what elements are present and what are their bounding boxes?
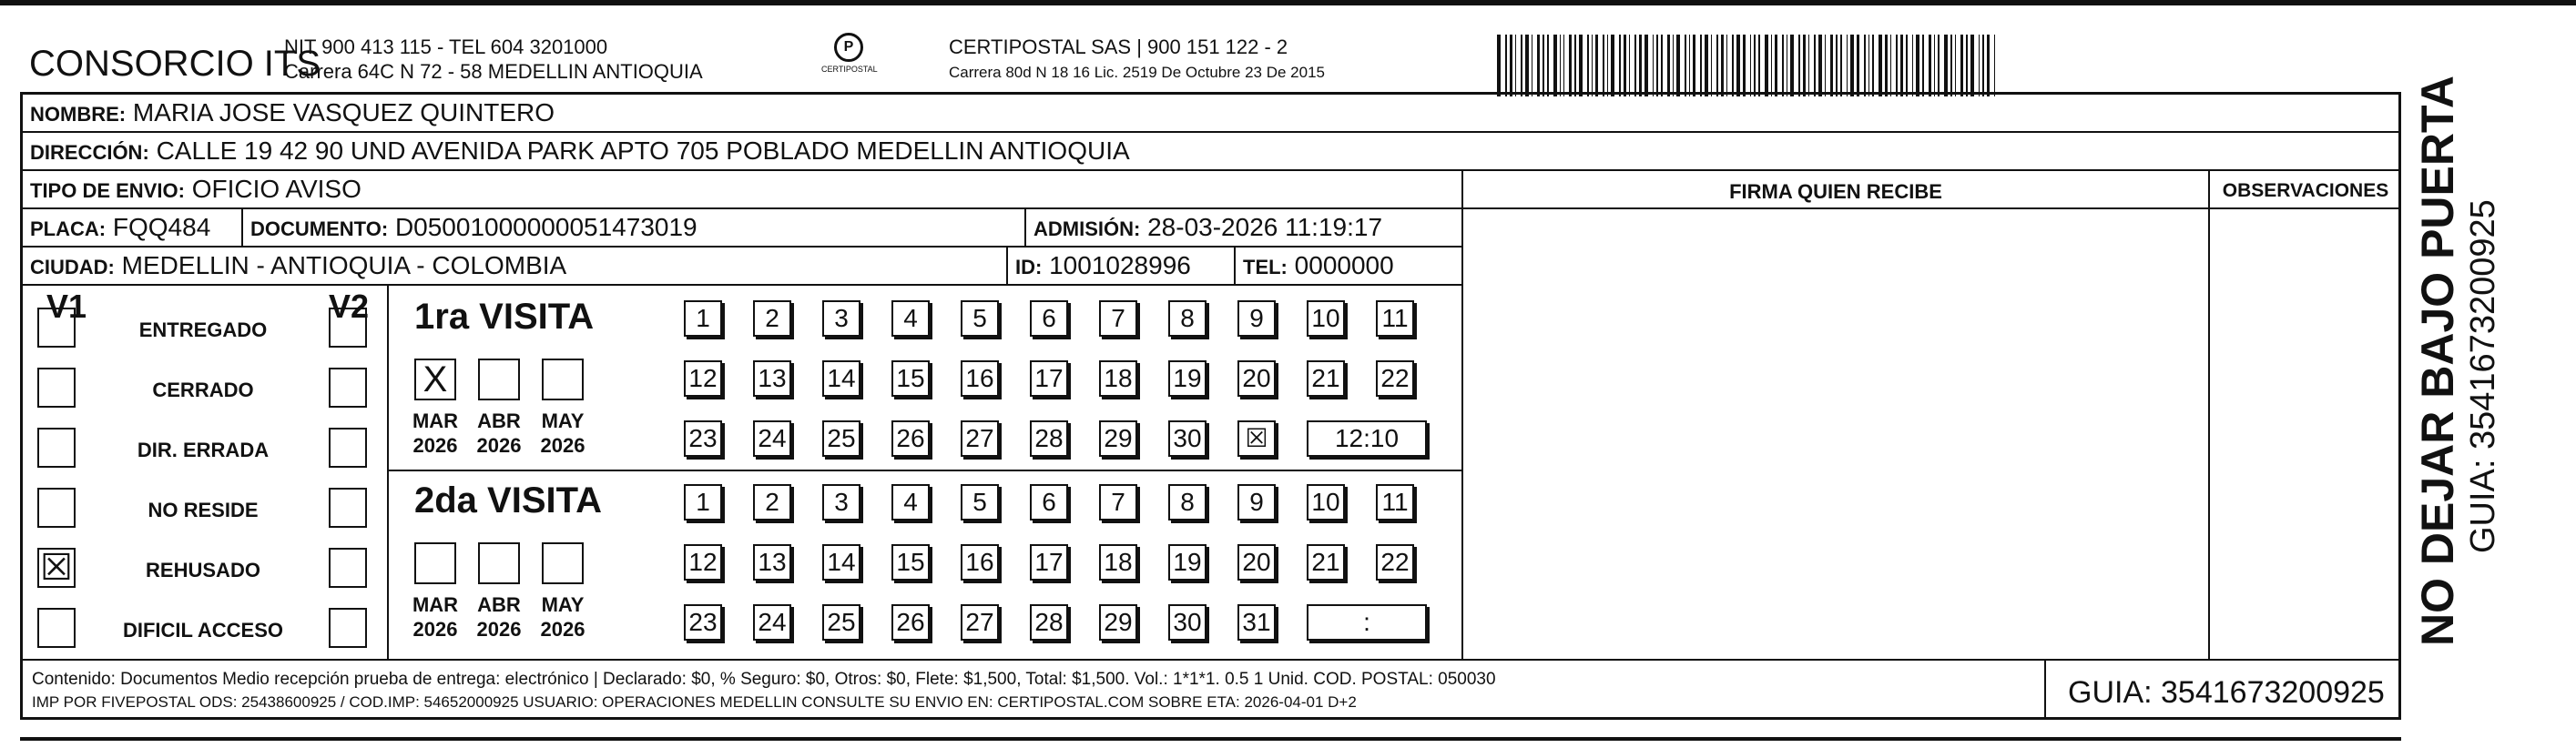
v1-header: V1 <box>46 288 87 325</box>
placa-label: PLACA: <box>30 217 107 240</box>
nombre-label: NOMBRE: <box>30 103 127 126</box>
month-name: ABR <box>477 593 521 616</box>
ciudad-label: CIUDAD: <box>30 256 115 278</box>
day-box[interactable]: 23 <box>684 420 722 457</box>
status-label: ENTREGADO <box>138 318 268 341</box>
day-box[interactable]: 6 <box>1030 300 1068 337</box>
month-label <box>403 409 467 458</box>
month-name: MAR <box>412 593 459 616</box>
day-box[interactable]: 29 <box>1099 604 1137 641</box>
day-box[interactable]: 22 <box>1376 544 1414 581</box>
month-checkbox[interactable] <box>478 542 520 584</box>
day-box[interactable]: 3 <box>822 300 860 337</box>
v2-header: V2 <box>329 288 370 325</box>
day-box[interactable]: 5 <box>961 484 999 521</box>
bottom-border <box>20 737 2401 741</box>
month-name: MAY <box>541 593 585 616</box>
day-box[interactable]: 3 <box>822 484 860 521</box>
day-box[interactable]: 9 <box>1237 300 1276 337</box>
visit-title: 2da VISITA <box>414 480 602 521</box>
day-box[interactable]: 28 <box>1030 420 1068 457</box>
month-name: MAY <box>541 409 585 432</box>
day-box[interactable]: 1 <box>684 300 722 337</box>
placa-row <box>23 209 1461 248</box>
print-info-line: IMP POR FIVEPOSTAL ODS: 25438600925 / COD.IMP: 54652000925 USUARIO: OPERACIONES MEDELLIN CONSULTE SU ENVIO EN: CERTIPOSTAL.COM SOBRE ETA: 2026-04-01 D+2 <box>32 693 1357 711</box>
day-box[interactable]: 4 <box>891 300 930 337</box>
side-guia: GUIA: 3541673200925 <box>2464 199 2502 553</box>
status-label: NO RESIDE <box>148 499 259 521</box>
day-box[interactable]: 30 <box>1168 420 1207 457</box>
month-checkbox[interactable] <box>542 359 584 400</box>
visit-title: 1ra VISITA <box>414 297 595 337</box>
placa-value: FQQ484 <box>112 213 211 241</box>
day-box[interactable]: 6 <box>1030 484 1068 521</box>
tel-label: TEL: <box>1243 256 1288 278</box>
day-box[interactable]: 4 <box>891 484 930 521</box>
no-dejar-bajo-puerta: NO DEJAR BAJO PUERTA <box>2412 76 2463 646</box>
month-name: MAR <box>412 409 459 432</box>
v1-checkbox[interactable] <box>37 308 76 348</box>
month-checkbox[interactable] <box>414 542 456 584</box>
admision-value: 28-03-2026 11:19:17 <box>1147 213 1383 241</box>
day-box[interactable]: 27 <box>961 604 999 641</box>
carrier-line-1: CERTIPOSTAL SAS | 900 151 122 - 2 <box>949 35 1288 58</box>
day-box[interactable]: 30 <box>1168 604 1207 641</box>
month-checkbox[interactable]: X <box>414 359 456 400</box>
month-name: ABR <box>477 409 521 432</box>
day-box[interactable]: 19 <box>1168 544 1207 581</box>
month-year: 2026 <box>540 618 585 641</box>
day-box[interactable]: 16 <box>961 544 999 581</box>
v2-checkbox[interactable] <box>329 488 367 528</box>
month-label <box>467 409 531 458</box>
v2-checkbox[interactable] <box>329 428 367 468</box>
month-year: 2026 <box>540 434 585 457</box>
month-year: 2026 <box>476 618 522 641</box>
tipo-value: OFICIO AVISO <box>191 175 361 203</box>
logo-text: CERTIPOSTAL <box>821 65 878 74</box>
direccion-label: DIRECCIÓN: <box>30 141 149 164</box>
status-label: DIFICIL ACCESO <box>122 619 283 642</box>
observaciones-header: OBSERVACIONES <box>2210 171 2401 209</box>
day-box[interactable]: 25 <box>822 420 860 457</box>
nit-line: NIT 900 413 115 - TEL 604 3201000 <box>284 35 608 58</box>
day-box[interactable]: 24 <box>753 604 791 641</box>
day-box[interactable]: 24 <box>753 420 791 457</box>
id-label: ID: <box>1015 256 1043 278</box>
certipostal-logo-icon: P CERTIPOSTAL <box>821 33 876 87</box>
day-box[interactable]: 14 <box>822 544 860 581</box>
documento-label: DOCUMENTO: <box>250 217 389 240</box>
v1-checkbox[interactable] <box>37 368 76 408</box>
day-box[interactable]: 7 <box>1099 300 1137 337</box>
day-box[interactable]: 19 <box>1168 360 1207 397</box>
day-box[interactable]: 15 <box>891 360 930 397</box>
status-label: CERRADO <box>152 379 254 401</box>
v1-checkbox[interactable] <box>37 488 76 528</box>
address-line: Carrera 64C N 72 - 58 MEDELLIN ANTIOQUIA <box>284 60 703 83</box>
day-box[interactable]: 2 <box>753 300 791 337</box>
id-value: 1001028996 <box>1049 251 1191 279</box>
month-checkbox[interactable] <box>478 359 520 400</box>
day-box[interactable]: ☒ <box>1237 420 1276 457</box>
day-box[interactable]: 31 <box>1237 604 1276 641</box>
city-row <box>23 248 1461 286</box>
month-year: 2026 <box>412 618 458 641</box>
day-box[interactable]: 22 <box>1376 360 1414 397</box>
day-box[interactable]: 26 <box>891 604 930 641</box>
month-label <box>531 592 595 642</box>
day-box[interactable]: 23 <box>684 604 722 641</box>
day-box[interactable]: 21 <box>1307 544 1345 581</box>
day-box[interactable]: 11 <box>1376 300 1414 337</box>
v2-checkbox[interactable] <box>329 548 367 588</box>
direccion-value: CALLE 19 42 90 UND AVENIDA PARK APTO 705 POBLADO MEDELLIN ANTIOQUIA <box>156 136 1130 165</box>
month-year: 2026 <box>412 434 458 457</box>
admision-label: ADMISIÓN: <box>1033 217 1141 240</box>
v1-checkbox[interactable] <box>37 608 76 648</box>
day-box[interactable]: 8 <box>1168 300 1207 337</box>
day-box[interactable]: 26 <box>891 420 930 457</box>
ciudad-value: MEDELLIN - ANTIOQUIA - COLOMBIA <box>121 251 567 279</box>
day-box[interactable]: 17 <box>1030 360 1068 397</box>
time-box[interactable]: 12:10 <box>1307 420 1427 457</box>
day-box[interactable]: 1 <box>684 484 722 521</box>
month-year: 2026 <box>476 434 522 457</box>
day-box[interactable]: 5 <box>961 300 999 337</box>
day-box[interactable]: 18 <box>1099 360 1137 397</box>
day-box[interactable]: 12 <box>684 544 722 581</box>
month-label <box>531 409 595 458</box>
v1-checkbox[interactable] <box>37 428 76 468</box>
month-label <box>403 592 467 642</box>
delivery-form <box>20 92 2401 720</box>
day-box[interactable]: 11 <box>1376 484 1414 521</box>
company-info <box>284 35 703 84</box>
day-box[interactable]: 2 <box>753 484 791 521</box>
status-label: DIR. ERRADA <box>137 439 270 461</box>
day-box[interactable]: 7 <box>1099 484 1137 521</box>
day-box[interactable]: 13 <box>753 360 791 397</box>
carrier-info <box>949 35 1325 86</box>
time-box[interactable]: : <box>1307 604 1427 641</box>
day-box[interactable]: 12 <box>684 360 722 397</box>
v2-checkbox[interactable] <box>329 308 367 348</box>
day-box[interactable]: 20 <box>1237 544 1276 581</box>
month-label <box>467 592 531 642</box>
tipo-label: TIPO DE ENVIO: <box>30 179 185 202</box>
day-box[interactable]: 13 <box>753 544 791 581</box>
carrier-line-2: Carrera 80d N 18 16 Lic. 2519 De Octubre 23 De 2015 <box>949 64 1325 81</box>
month-checkbox[interactable] <box>542 542 584 584</box>
day-box[interactable]: 21 <box>1307 360 1345 397</box>
v1-checkbox[interactable]: ☒ <box>37 548 76 588</box>
day-box[interactable]: 9 <box>1237 484 1276 521</box>
guia-number: GUIA: 3541673200925 <box>2044 661 2401 720</box>
day-box[interactable]: 29 <box>1099 420 1137 457</box>
day-box[interactable]: 10 <box>1307 300 1345 337</box>
day-box[interactable]: 15 <box>891 544 930 581</box>
documento-value: D05001000000051473019 <box>394 213 697 241</box>
day-box[interactable]: 10 <box>1307 484 1345 521</box>
day-box[interactable]: 14 <box>822 360 860 397</box>
side-label <box>2411 76 2557 646</box>
top-border <box>0 0 2576 5</box>
day-box[interactable]: 18 <box>1099 544 1137 581</box>
day-box[interactable]: 27 <box>961 420 999 457</box>
barcode-icon <box>1497 35 2221 96</box>
tipo-row <box>23 171 1461 209</box>
day-box[interactable]: 20 <box>1237 360 1276 397</box>
day-box[interactable]: 8 <box>1168 484 1207 521</box>
nombre-value: MARIA JOSE VASQUEZ QUINTERO <box>132 98 555 126</box>
status-label: REHUSADO <box>146 559 260 581</box>
name-row <box>23 95 2401 133</box>
header <box>20 27 2215 91</box>
day-box[interactable]: 16 <box>961 360 999 397</box>
firma-header: FIRMA QUIEN RECIBE <box>1463 171 2208 209</box>
day-box[interactable]: 17 <box>1030 544 1068 581</box>
tel-value: 0000000 <box>1294 251 1394 279</box>
day-box[interactable]: 25 <box>822 604 860 641</box>
contents-line: Contenido: Documentos Medio recepción prueba de entrega: electrónico | Declarado: $0, % Seguro: $0, Otros: $0, Flete: $1,500, Total: $1,500. Vol.: 1*1*1. 0.5 1 Unid. COD. POSTAL: 050030 <box>32 670 1496 689</box>
address-row <box>23 133 2401 171</box>
v2-checkbox[interactable] <box>329 608 367 648</box>
day-box[interactable]: 28 <box>1030 604 1068 641</box>
company-name: CONSORCIO ITS <box>29 44 321 84</box>
v2-checkbox[interactable] <box>329 368 367 408</box>
